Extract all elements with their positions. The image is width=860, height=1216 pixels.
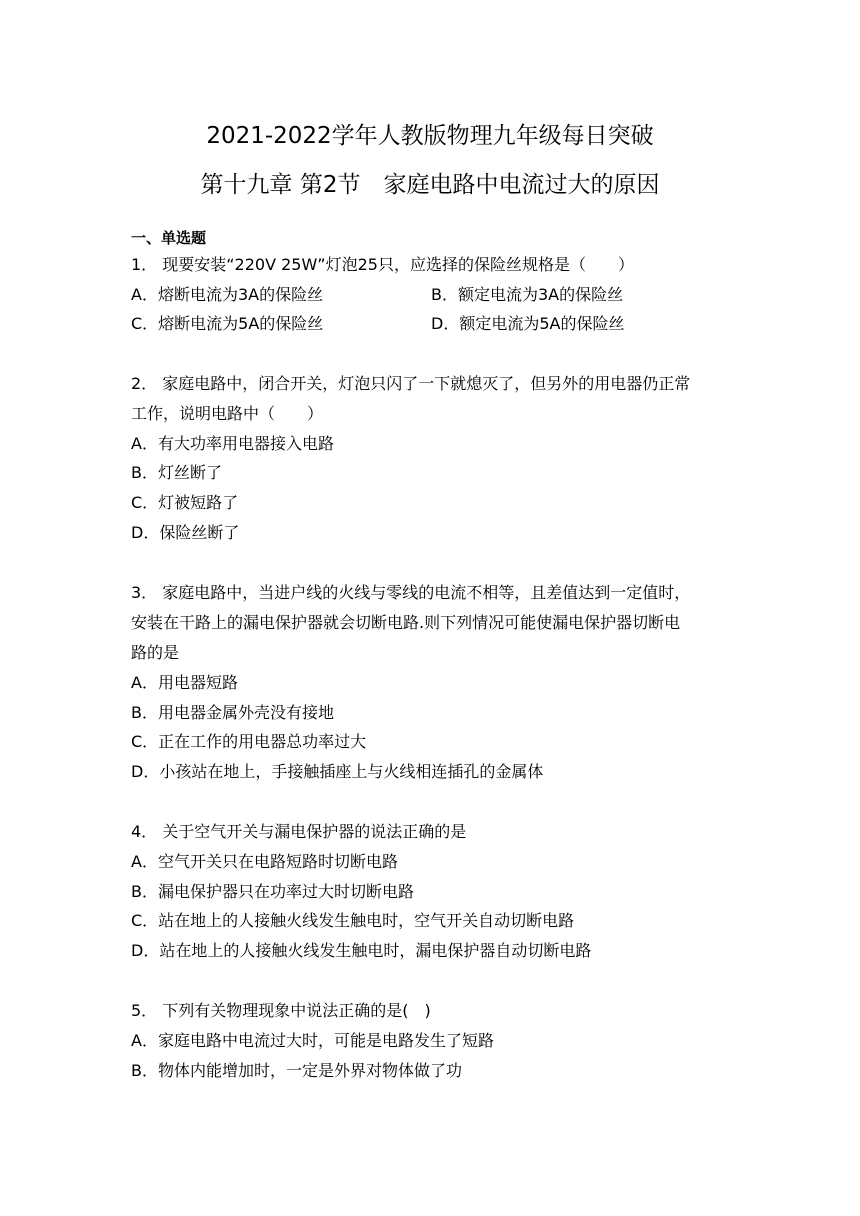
section-heading: 一、单选题 [131,229,207,247]
question-3-option-d: D．小孩站在地上，手接触插座上与火线相连插孔的金属体 [131,762,544,781]
question-5-stem: 5． 下列有关物理现象中说法正确的是( ) [131,1001,431,1020]
question-1-option-b: B．额定电流为3A的保险丝 [431,285,624,304]
question-2-stem-line-1: 2． 家庭电路中，闭合开关，灯泡只闪了一下就熄灭了，但另外的用电器仍正常 [131,374,691,393]
question-3-stem-line-1: 3． 家庭电路中，当进户线的火线与零线的电流不相等，且差值达到一定值时， [131,583,691,602]
document-title: 2021-2022学年人教版物理九年级每日突破 [206,123,654,149]
question-4-option-c: C．站在地上的人接触火线发生触电时，空气开关自动切断电路 [131,911,575,930]
question-3-option-a: A．用电器短路 [131,673,238,692]
question-5-option-b: B．物体内能增加时，一定是外界对物体做了功 [131,1061,462,1080]
question-4-stem: 4． 关于空气开关与漏电保护器的说法正确的是 [131,822,467,841]
question-1-option-a: A．熔断电流为3A的保险丝 [131,285,324,304]
question-2-option-d: D．保险丝断了 [131,523,240,542]
question-1-stem: 1． 现要安装“220V 25W”灯泡25只，应选择的保险丝规格是（ ） [131,255,634,274]
question-3-stem-line-3: 路的是 [131,643,180,662]
question-4-option-a: A．空气开关只在电路短路时切断电路 [131,852,398,871]
question-1-option-d: D．额定电流为5A的保险丝 [431,314,625,333]
question-2-option-b: B．灯丝断了 [131,463,222,482]
question-4-option-b: B．漏电保护器只在功率过大时切断电路 [131,882,414,901]
question-3-option-b: B．用电器金属外壳没有接地 [131,703,334,722]
question-2-stem-line-2: 工作，说明电路中（ ） [131,404,324,423]
question-2-option-c: C．灯被短路了 [131,493,239,512]
question-3-option-c: C．正在工作的用电器总功率过大 [131,732,367,751]
question-5-option-a: A．家庭电路中电流过大时，可能是电路发生了短路 [131,1031,494,1050]
question-2-option-a: A．有大功率用电器接入电路 [131,434,334,453]
question-3-stem-line-2: 安装在干路上的漏电保护器就会切断电路.则下列情况可能使漏电保护器切断电 [131,613,681,632]
document-subtitle: 第十九章 第2节 家庭电路中电流过大的原因 [200,172,660,198]
question-1-option-c: C．熔断电流为5A的保险丝 [131,314,324,333]
question-4-option-d: D．站在地上的人接触火线发生触电时，漏电保护器自动切断电路 [131,941,592,960]
